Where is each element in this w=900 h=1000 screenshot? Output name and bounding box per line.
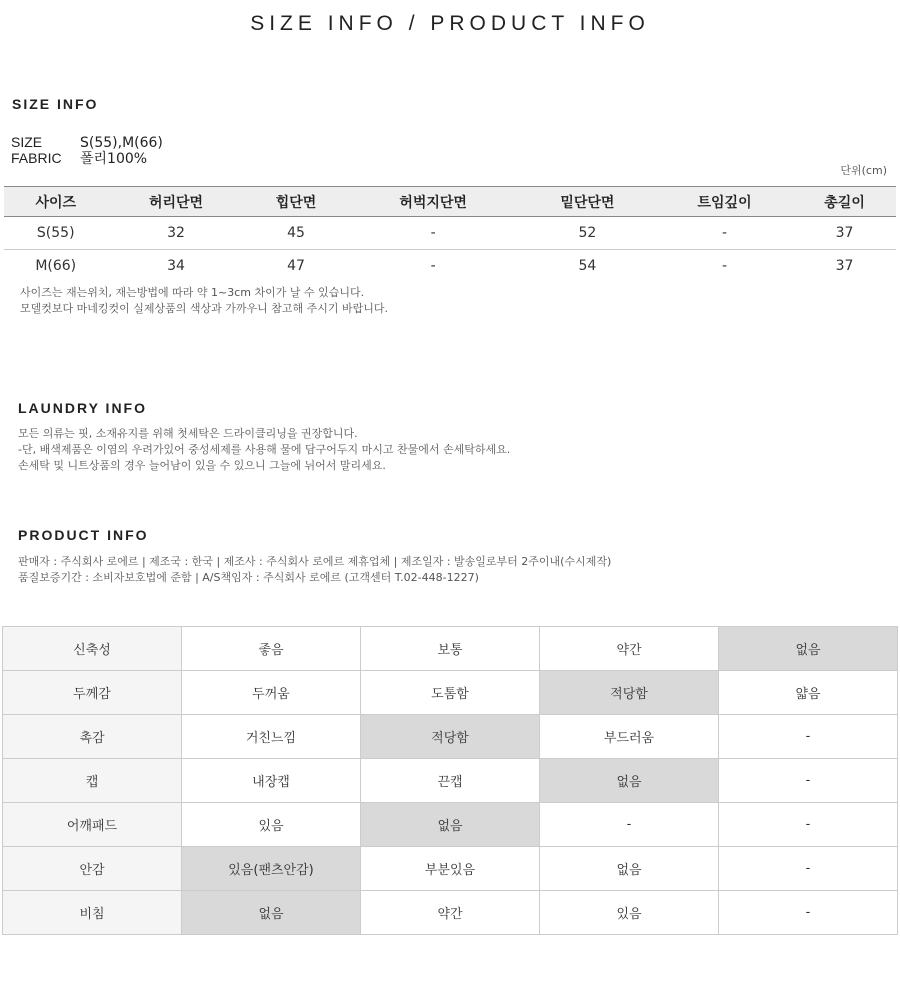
fabric-row bbox=[3, 627, 898, 671]
table-cell: 54 bbox=[578, 258, 597, 274]
size-table-header: 힙단면 bbox=[245, 187, 348, 217]
size-table-header: 밑단단면 bbox=[519, 187, 656, 217]
fabric-label: FABRIC bbox=[11, 150, 62, 166]
table-cell: 32 bbox=[107, 217, 244, 250]
size-spec-row bbox=[11, 134, 163, 151]
size-table bbox=[4, 186, 896, 282]
page-title: SIZE INFO / PRODUCT INFO bbox=[250, 12, 650, 35]
size-notes bbox=[20, 285, 388, 317]
size-table-header: 허리단면 bbox=[107, 187, 244, 217]
product-note-line: 판매자 : 주식회사 로에르 | 제조국 : 한국 | 제조사 : 주식회사 로에르 제휴업체 | 제조일자 : 발송일로부터 2주이내(수시제작) bbox=[18, 555, 612, 568]
fabric-option: 있음 bbox=[540, 891, 719, 935]
fabric-option: 없음 bbox=[719, 627, 898, 671]
table-cell: - bbox=[722, 258, 728, 274]
fabric-option: 적당함 bbox=[361, 715, 540, 759]
fabric-row bbox=[3, 671, 898, 715]
fabric-option: 부분있음 bbox=[361, 847, 540, 891]
fabric-option: 좋음 bbox=[182, 627, 361, 671]
laundry-note-line: -단, 배색제품은 이염의 우려가있어 중성세제를 사용해 물에 담구어두지 마시고 찬물에서 손세탁하세요. bbox=[18, 443, 511, 456]
table-cell: 47 bbox=[287, 258, 305, 274]
fabric-option: 보통 bbox=[361, 627, 540, 671]
laundry-note-line: 손세탁 및 니트상품의 경우 늘어남이 있을 수 있으니 그늘에 뉘어서 말리세요. bbox=[18, 459, 386, 472]
product-note-line: 품질보증기간 : 소비자보호법에 준함 | A/S책임자 : 주식회사 로에르 (고객센터 T.02-448-1227) bbox=[18, 571, 479, 584]
size-note-line: 모델컷보다 마네킹컷이 실제상품의 색상과 가까우니 참고해 주시기 바랍니다. bbox=[20, 302, 389, 315]
fabric-attribute: 어깨패드 bbox=[3, 803, 182, 847]
table-cell: 52 bbox=[519, 217, 656, 250]
table-cell: 37 bbox=[835, 258, 854, 274]
fabric-option: 없음 bbox=[540, 847, 719, 891]
size-info-heading: SIZE INFO bbox=[12, 96, 99, 112]
table-cell: 45 bbox=[245, 217, 348, 250]
fabric-option: 있음 bbox=[182, 803, 361, 847]
fabric-attribute: 신축성 bbox=[3, 627, 182, 671]
fabric-attribute: 두께감 bbox=[3, 671, 182, 715]
fabric-option: 내장캡 bbox=[182, 759, 361, 803]
laundry-note-line: 모든 의류는 핏, 소재유지를 위해 첫세탁은 드라이클리닝을 권장합니다. bbox=[18, 427, 358, 440]
fabric-table bbox=[2, 626, 898, 935]
size-table-header: 총길이 bbox=[793, 187, 896, 217]
table-row bbox=[4, 217, 896, 250]
fabric-option: 끈캡 bbox=[361, 759, 540, 803]
table-row bbox=[4, 250, 896, 283]
table-cell: - bbox=[347, 217, 518, 250]
fabric-value: 폴리100% bbox=[80, 151, 148, 167]
fabric-option: 약간 bbox=[540, 627, 719, 671]
fabric-row bbox=[3, 803, 898, 847]
laundry-info-heading: LAUNDRY INFO bbox=[18, 400, 147, 416]
size-value: S(55),M(66) bbox=[80, 135, 163, 151]
fabric-row bbox=[3, 759, 898, 803]
size-table-header-row bbox=[4, 187, 896, 217]
size-table-header: 트임깊이 bbox=[656, 187, 793, 217]
fabric-attribute: 안감 bbox=[3, 847, 182, 891]
fabric-option: 얇음 bbox=[719, 671, 898, 715]
fabric-option: - bbox=[719, 759, 898, 803]
size-table-header: 허벅지단면 bbox=[347, 187, 518, 217]
fabric-option: 적당함 bbox=[540, 671, 719, 715]
table-cell: S(55) bbox=[4, 217, 107, 250]
fabric-option: 부드러움 bbox=[540, 715, 719, 759]
fabric-attribute: 캡 bbox=[3, 759, 182, 803]
laundry-notes bbox=[18, 426, 510, 474]
product-info-heading: PRODUCT INFO bbox=[18, 527, 149, 543]
fabric-attribute: 촉감 bbox=[3, 715, 182, 759]
table-cell: M(66) bbox=[35, 258, 77, 274]
product-notes bbox=[18, 554, 611, 586]
fabric-option: 없음 bbox=[361, 803, 540, 847]
fabric-row bbox=[3, 847, 898, 891]
fabric-option: 없음 bbox=[540, 759, 719, 803]
table-cell: 37 bbox=[793, 217, 896, 250]
fabric-option: 없음 bbox=[182, 891, 361, 935]
size-table-header: 사이즈 bbox=[4, 187, 107, 217]
fabric-row bbox=[3, 891, 898, 935]
unit-note: 단위(cm) bbox=[840, 164, 887, 177]
fabric-option: - bbox=[540, 803, 719, 847]
fabric-option: - bbox=[719, 891, 898, 935]
fabric-option: - bbox=[719, 803, 898, 847]
table-cell: - bbox=[430, 258, 436, 274]
size-note-line: 사이즈는 재는위치, 재는방법에 따라 약 1~3cm 차이가 날 수 있습니다. bbox=[20, 286, 365, 299]
table-cell: - bbox=[656, 217, 793, 250]
fabric-spec-row bbox=[11, 150, 147, 167]
fabric-option: 약간 bbox=[361, 891, 540, 935]
fabric-option: 있음(팬츠안감) bbox=[182, 847, 361, 891]
table-cell: 34 bbox=[167, 258, 185, 274]
fabric-option: 거친느낌 bbox=[182, 715, 361, 759]
fabric-option: 도톰함 bbox=[361, 671, 540, 715]
fabric-attribute: 비침 bbox=[3, 891, 182, 935]
fabric-option: 두꺼움 bbox=[182, 671, 361, 715]
size-label: SIZE bbox=[11, 134, 43, 150]
fabric-option: - bbox=[719, 847, 898, 891]
fabric-option: - bbox=[719, 715, 898, 759]
fabric-row bbox=[3, 715, 898, 759]
